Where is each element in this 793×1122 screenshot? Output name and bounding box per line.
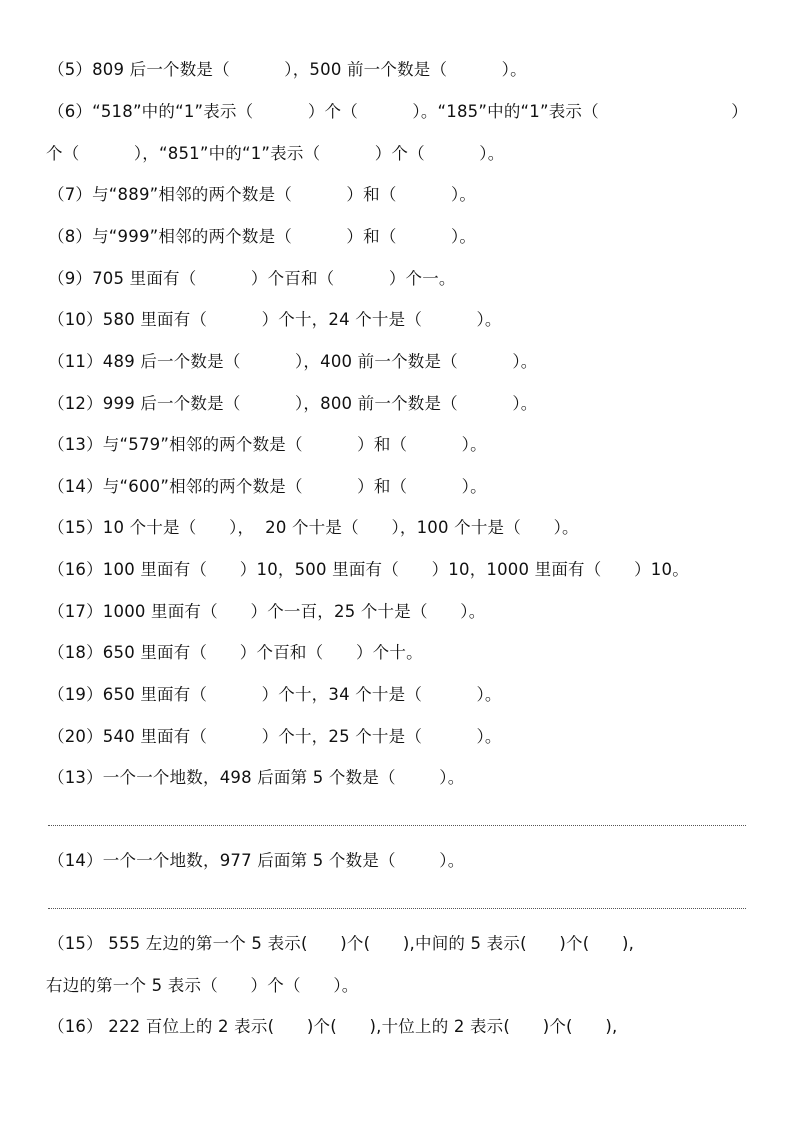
dotted-divider [48, 825, 746, 826]
dotted-divider [48, 908, 746, 909]
question-20: （20）540 里面有（ ）个十，25 个十是（ ）。 [48, 727, 502, 746]
question-5: （5）809 后一个数是（ ），500 前一个数是（ ）。 [48, 60, 527, 79]
question-15-b-continued: 右边的第一个 5 表示（ ）个（ ）。 [46, 976, 359, 995]
question-15-b: （15） 555 左边的第一个 5 表示( )个( ),中间的 5 表示( )个( ), [48, 934, 635, 953]
question-16-b: （16） 222 百位上的 2 表示( )个( ),十位上的 2 表示( )个( ), [48, 1017, 618, 1036]
question-8: （8）与“999”相邻的两个数是（ ）和（ ）。 [48, 227, 477, 246]
question-17: （17）1000 里面有（ ）个一百，25 个十是（ ）。 [48, 602, 486, 621]
question-19: （19）650 里面有（ ）个十，34 个十是（ ）。 [48, 685, 502, 704]
question-14-b: （14）一个一个地数，977 后面第 5 个数是（ ）。 [48, 851, 465, 870]
question-10: （10）580 里面有（ ）个十，24 个十是（ ）。 [48, 310, 502, 329]
question-6-text: （6）“518”中的“1”表示（ ）个（ ）。“185”中的“1”表示（ [48, 102, 599, 121]
question-11: （11）489 后一个数是（ ），400 前一个数是（ ）。 [48, 352, 538, 371]
question-7: （7）与“889”相邻的两个数是（ ）和（ ）。 [48, 185, 477, 204]
question-14: （14）与“600”相邻的两个数是（ ）和（ ）。 [48, 477, 487, 496]
question-12: （12）999 后一个数是（ ），800 前一个数是（ ）。 [48, 394, 538, 413]
question-18: （18）650 里面有（ ）个百和（ ）个十。 [48, 643, 423, 662]
question-13: （13）与“579”相邻的两个数是（ ）和（ ）。 [48, 435, 487, 454]
question-13-b: （13）一个一个地数，498 后面第 5 个数是（ ）。 [48, 768, 465, 787]
question-16: （16）100 里面有（ ）10，500 里面有（ ）10，1000 里面有（ ）10。 [48, 560, 689, 579]
question-15: （15）10 个十是（ ）， 20 个十是（ ），100 个十是（ ）。 [48, 518, 579, 537]
question-6-end: ） [731, 102, 748, 121]
question-6-continued: 个（ ），“851”中的“1”表示（ ）个（ ）。 [46, 144, 505, 163]
question-9: （9）705 里面有（ ）个百和（ ）个一。 [48, 269, 456, 288]
question-6 [48, 100, 748, 124]
